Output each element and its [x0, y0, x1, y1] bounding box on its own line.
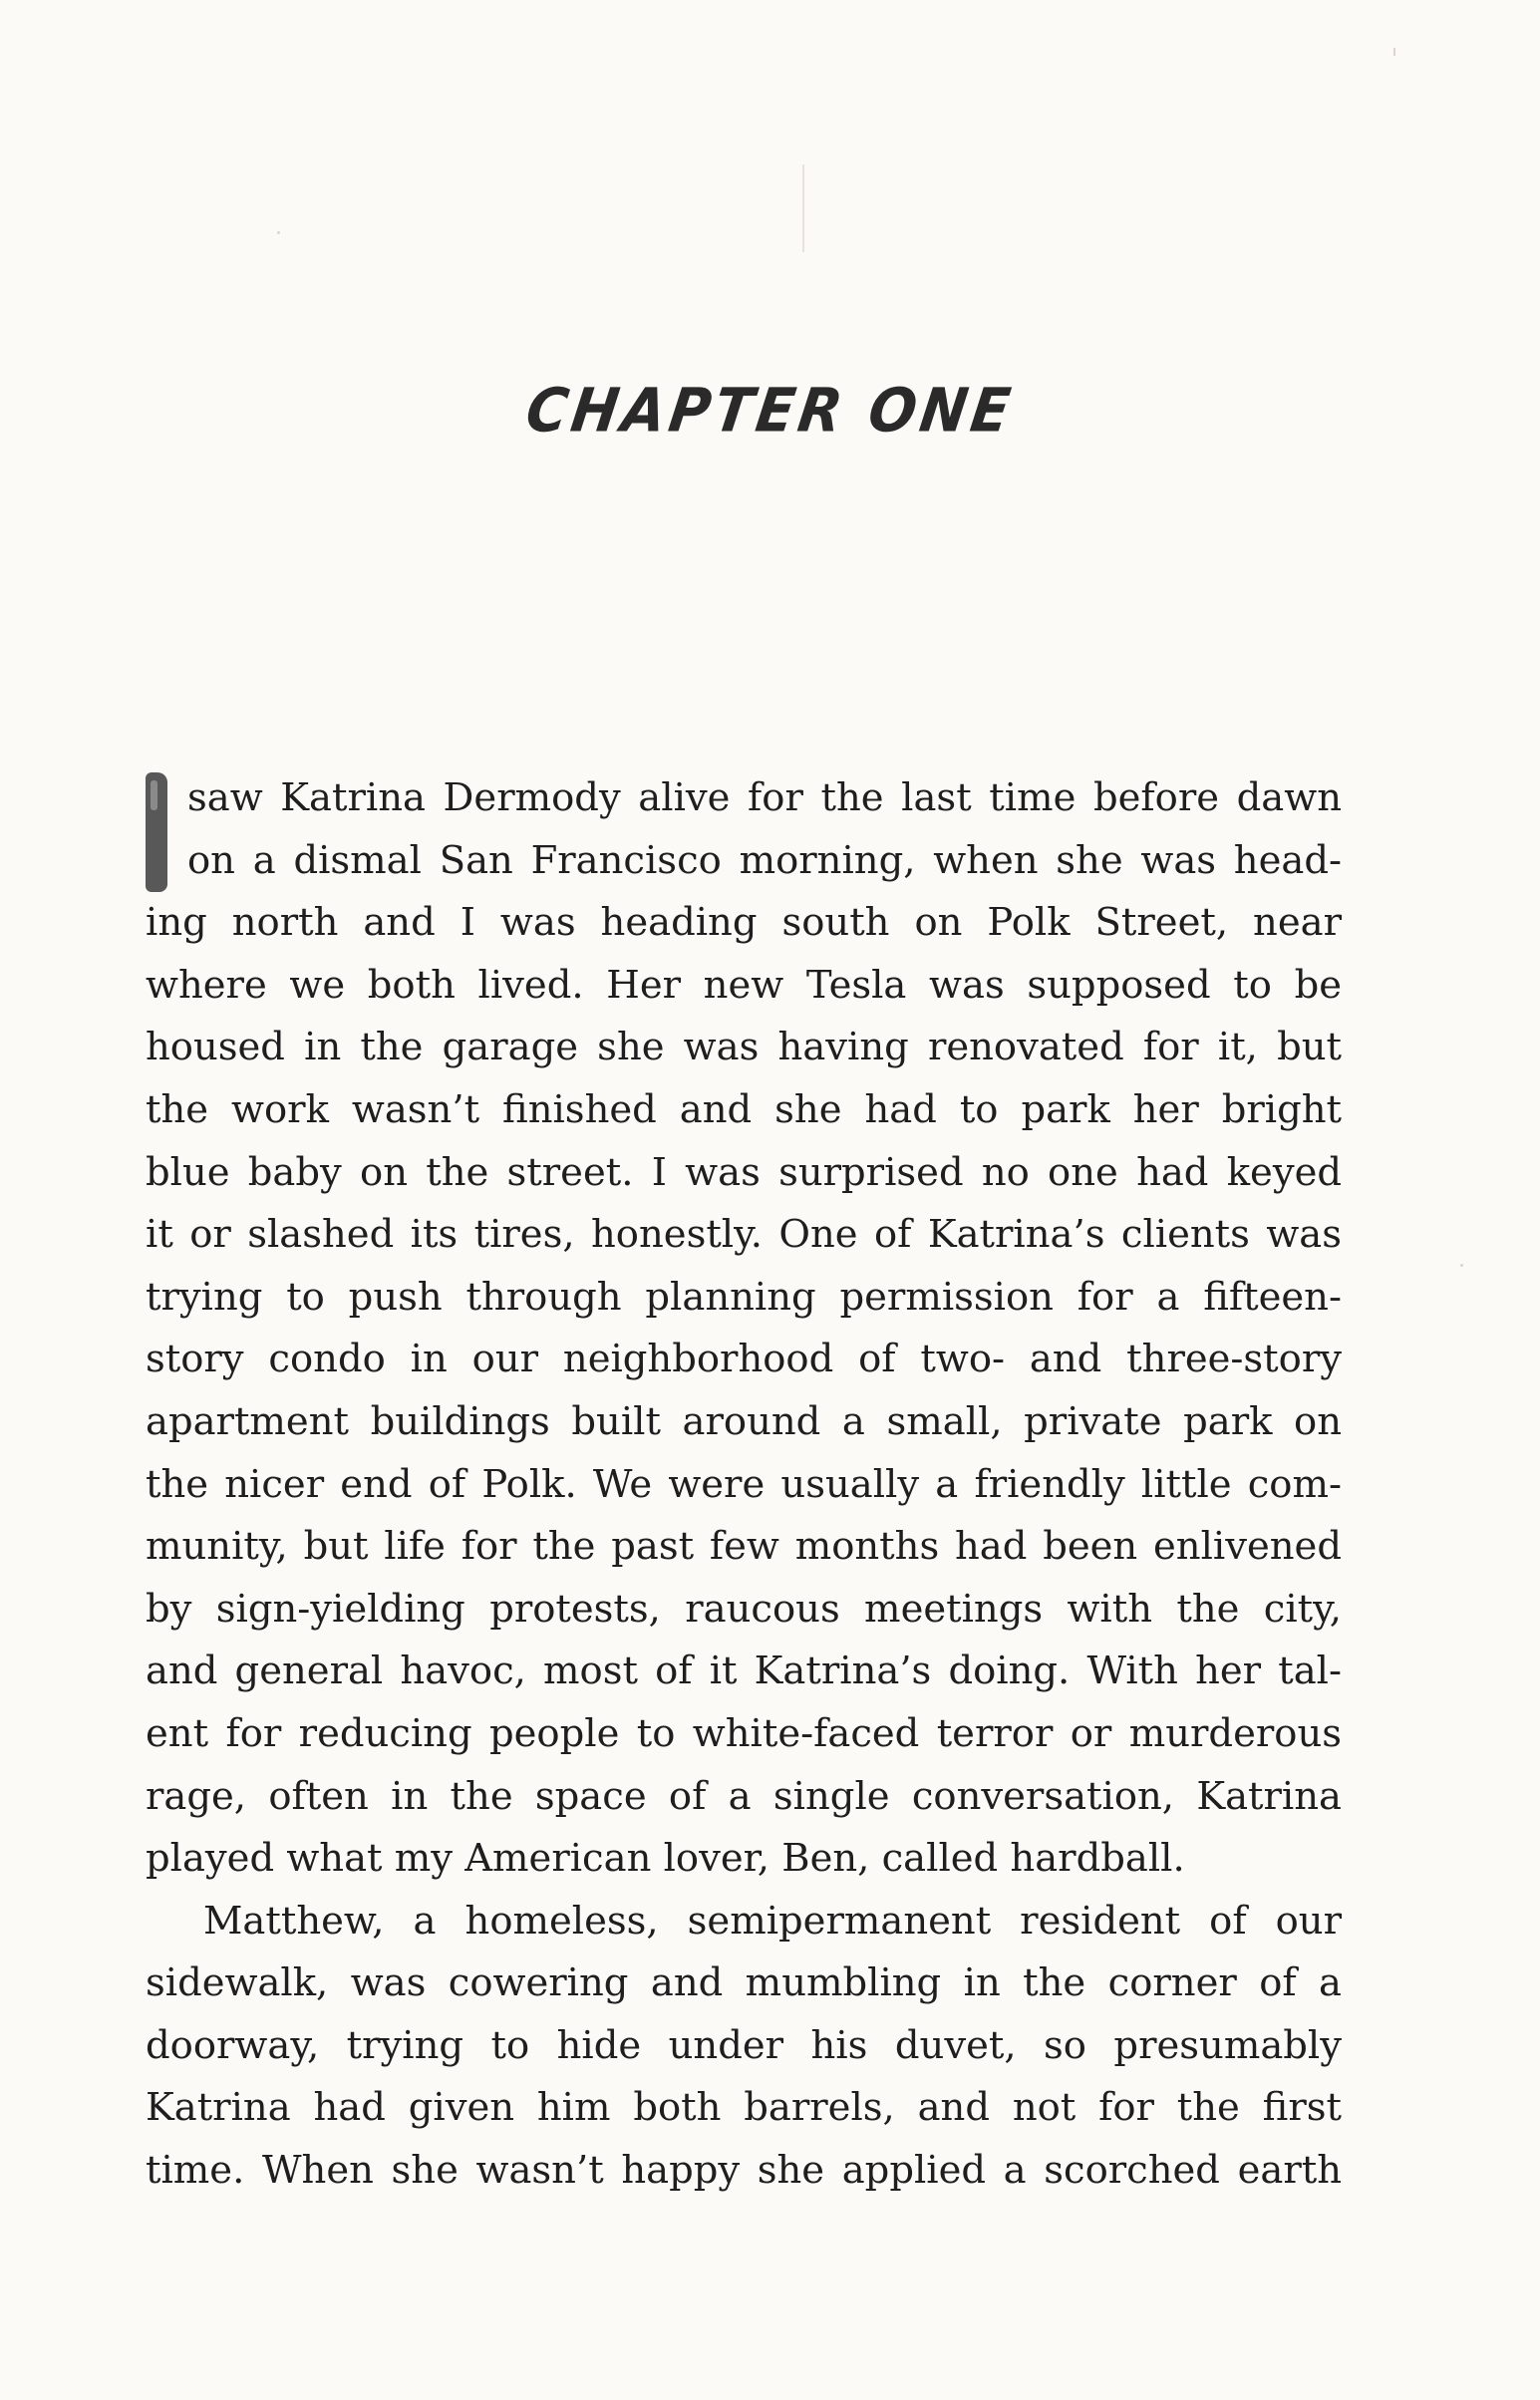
text-line: and general havoc, most of it Katrina’s doing. With her tal-	[146, 1649, 1342, 1694]
scan-artifact	[1393, 48, 1395, 56]
text-line: ent for reducing people to white-faced terror or murderous	[146, 1710, 1342, 1756]
text-line: ing north and I was heading south on Polk Street, near	[146, 900, 1342, 946]
body-text	[146, 767, 1342, 2203]
text-line: munity, but life for the past few months had been enlivened	[146, 1524, 1342, 1570]
chapter-heading-text: CHAPTER ONE	[521, 376, 1019, 447]
text-line: rage, often in the space of a single conversation, Katrina	[146, 1773, 1342, 1819]
text-line: where we both lived. Her new Tesla was supposed to be	[146, 962, 1342, 1008]
text-line: the work wasn’t finished and she had to park her bright	[146, 1086, 1342, 1132]
text-line: time. When she wasn’t happy she applied a scorched earth	[146, 2148, 1342, 2194]
text-line: blue baby on the street. I was surprised no one had keyed	[146, 1149, 1342, 1195]
text-line: saw Katrina Dermody alive for the last time before dawn	[187, 775, 1342, 820]
scan-artifact	[1460, 1264, 1463, 1267]
text-line: story condo in our neighborhood of two- and three-story	[146, 1337, 1342, 1382]
text-line: sidewalk, was cowering and mumbling in the corner of a	[146, 1960, 1342, 2006]
scan-artifact	[802, 164, 804, 252]
text-line: by sign-yielding protests, raucous meetings with the city,	[146, 1586, 1342, 1632]
text-line: apartment buildings built around a small, private park on	[146, 1398, 1342, 1444]
text-line: Matthew, a homeless, semipermanent resident of our	[203, 1898, 1342, 1944]
text-line: doorway, trying to hide under his duvet, so presumably	[146, 2022, 1342, 2068]
chapter-heading	[0, 376, 1540, 447]
text-line: trying to push through planning permission for a fifteen-	[146, 1274, 1342, 1320]
text-line: the nicer end of Polk. We were usually a friendly little com-	[146, 1461, 1342, 1507]
text-line: on a dismal San Francisco morning, when she was head-	[187, 837, 1342, 883]
text-line: Katrina had given him both barrels, and not for the first	[146, 2085, 1342, 2131]
scan-artifact	[277, 231, 280, 234]
text-line: housed in the garage she was having renovated for it, but	[146, 1025, 1342, 1070]
text-line: played what my American lover, Ben, called hardball.	[146, 1836, 1185, 1882]
text-line: it or slashed its tires, honestly. One of Katrina’s clients was	[146, 1212, 1342, 1258]
